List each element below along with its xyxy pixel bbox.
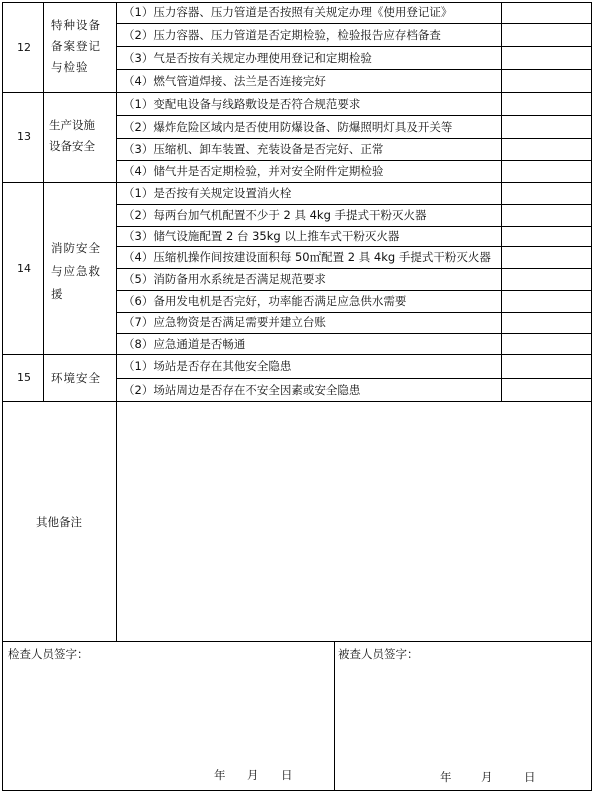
category-line: 与检验 — [51, 60, 89, 74]
check-item: （5）消防备用水系统是否满足规范要求 — [123, 272, 326, 286]
row-divider — [116, 268, 592, 269]
row-divider — [116, 333, 592, 334]
row-divider — [116, 226, 592, 227]
category-line: 与应急救 — [51, 264, 101, 278]
section-category-15: 环境安全 — [51, 371, 101, 385]
category-line: 消防安全 — [51, 241, 101, 255]
inspector-date-day: 日 — [281, 768, 293, 782]
inspectee-date-year: 年 — [440, 770, 452, 784]
check-item: （3）气是否按有关规定办理使用登记和定期检验 — [123, 51, 372, 65]
category-line: 设备安全 — [49, 139, 95, 153]
check-item: （4）储气井是否定期检验，并对安全附件定期检验 — [123, 164, 384, 178]
row-divider — [116, 138, 592, 139]
check-item: （1）是否按有关规定设置消火栓 — [123, 186, 292, 200]
row-divider — [116, 115, 592, 116]
check-item: （1）压力容器、压力管道是否按照有关规定办理《使用登记证》 — [123, 5, 453, 19]
table-bottom-border — [2, 790, 592, 791]
section-divider — [2, 354, 592, 355]
inspectee-signature-area[interactable] — [335, 642, 591, 790]
section-number-12: 12 — [17, 41, 31, 54]
category-line: 生产设施 — [49, 118, 95, 132]
check-item: （6）备用发电机是否完好，功率能否满足应急供水需要 — [123, 294, 407, 308]
section-number-15: 15 — [17, 371, 31, 384]
check-item: （4）燃气管道焊接、法兰是否连接完好 — [123, 74, 326, 88]
row-divider — [116, 204, 592, 205]
check-item: （7）应急物资是否满足需要并建立台账 — [123, 315, 326, 329]
section-divider — [2, 182, 592, 183]
number-column-divider — [43, 2, 44, 402]
check-item: （4）压缩机操作间按建设面积每 50㎡配置 2 具 4kg 手提式干粉灭火器 — [123, 250, 491, 264]
table-top-border — [2, 2, 592, 3]
check-item: （8）应急通道是否畅通 — [123, 337, 246, 351]
check-item: （2）压力容器、压力管道是否定期检验，检验报告应存档备查 — [123, 28, 441, 42]
category-line: 备案登记 — [51, 39, 101, 53]
check-item: （2）爆炸危险区域内是否使用防爆设备、防爆照明灯具及开关等 — [123, 120, 453, 134]
row-divider — [116, 378, 592, 379]
row-divider — [116, 290, 592, 291]
inspectee-date-day: 日 — [524, 770, 536, 784]
inspector-date-month: 月 — [247, 768, 259, 782]
result-column-divider — [501, 2, 502, 402]
row-divider — [116, 23, 592, 24]
remarks-label: 其他备注 — [36, 515, 82, 529]
table-right-border — [591, 2, 592, 791]
row-divider — [116, 246, 592, 247]
remarks-area[interactable] — [117, 402, 591, 641]
section-number-13: 13 — [17, 130, 31, 143]
check-item: （1）变配电设备与线路敷设是否符合规范要求 — [123, 97, 361, 111]
category-line: 特种设备 — [51, 18, 101, 32]
row-divider — [116, 69, 592, 70]
row-divider — [116, 46, 592, 47]
inspectee-signature-label: 被查人员签字： — [338, 647, 419, 661]
check-item: （1）场站是否存在其他安全隐患 — [123, 359, 292, 373]
inspector-signature-label: 检查人员签字： — [8, 647, 89, 661]
row-divider — [116, 160, 592, 161]
check-item: （3）储气设施配置 2 台 35kg 以上推车式干粉灭火器 — [123, 229, 400, 243]
row-divider — [116, 312, 592, 313]
check-item: （2）每两台加气机配置不少于 2 具 4kg 手提式干粉灭火器 — [123, 208, 427, 222]
inspector-date-year: 年 — [214, 768, 226, 782]
category-line: 援 — [51, 287, 64, 301]
inspectee-date-month: 月 — [481, 770, 493, 784]
check-item: （2）场站周边是否存在不安全因素或安全隐患 — [123, 383, 361, 397]
section-divider — [2, 92, 592, 93]
section-number-14: 14 — [17, 262, 31, 275]
check-item: （3）压缩机、卸车装置、充装设备是否完好、正常 — [123, 142, 384, 156]
